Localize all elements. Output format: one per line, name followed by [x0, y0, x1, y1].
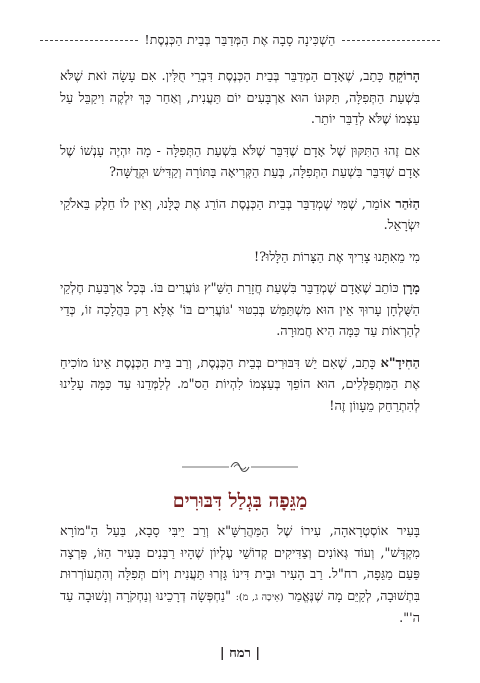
paragraph — [60, 278, 420, 343]
header-dash-right — [342, 40, 440, 41]
lead-word: הַזֹּהַר — [395, 196, 420, 212]
paragraph-text: כָּתַב, שֶׁאָדָם הַמְדַבֵּר בְּבֵית הַכְּנֶסֶת דִּבְרֵי חֻלִּין. אִם עָשָׂה זֹאת שֶׁלֹּא בִּשְׁעַת הַתְּפִלָּה, תִּקּוּנוֹ הוּא אַרְבָּעִים יוֹם תַּעֲנִית, וְאַחַר כָּךְ יִלְקֶה וִיקַבֵּל עַל עַצְמוֹ שֶׁלֹּא לְדַבֵּר יוֹתֵר. — [60, 69, 420, 127]
running-header — [40, 30, 440, 50]
paragraph-text: מִי מֵאִתָּנוּ צָרִיךְ אֶת הַצָּרוֹת הַלָּלוּ?! — [254, 249, 420, 265]
paragraph-text: אִם זֶהוּ הַתִּקּוּן שֶׁל אָדָם שֶׁדִּבֵּר שֶׁלֹּא בִּשְׁעַת הַתְּפִלָּה - מָה יִהְיֶה עָנְשׁוֹ שֶׁל אָדָם שֶׁדִּבֵּר בִּשְׁעַת הַתְּפִלָּה, בְּעֵת הַקְּרִיאָה בַּתּוֹרָה וְקַדִּישׁ וּקְדֻשָּׁה? — [60, 143, 420, 180]
lead-word: הָרוֹקֵחַ — [388, 69, 420, 84]
paragraph — [60, 66, 420, 131]
paragraph — [60, 194, 420, 237]
lead-word: מָרָן — [402, 281, 420, 296]
paragraph-text: אוֹמֵר, שֶׁמִּי שֶׁמְדַבֵּר בְּבֵית הַכְּנֶסֶת הוֹרֵג אֶת כֻּלָּנוּ, וְאֵין לוֹ חֵלֶק בֵּאלֹקֵי יִשְׂרָאֵל. — [60, 196, 420, 233]
section-text — [60, 521, 420, 630]
ornament-divider — [182, 460, 298, 474]
paragraph-text: בָּעִיר אוֹסְטְרָאהָה, עִירוֹ שֶׁל הַמַּהֲרַשָּׁ"א וְרַב יֵיבִּי סָבָא, בַּעַל הַ"מוֹרָא מִקְדָּשׁ", וְעוֹד גְּאוֹנִים וְצַדִּיקִים קְדוֹשֵׁי עֶלְיוֹן שֶׁהָיוּ רַבָּנִים בָּעִיר הַזּוֹ, פָּרְצָה פַּעַם מַגֵּפָה, רח"ל. רַב הָעִיר וּבֵית דִּינוֹ גָּזְרוּ תַּעֲנִית וְיוֹם תְּפִלָּה וְהִתְעוֹרְרוּת בִּתְשׁוּבָה, לְקַיֵּם מָה שֶׁנֶּאֱמַר — [60, 524, 420, 604]
page-number: | רמח | — [219, 646, 261, 661]
paragraph — [60, 141, 420, 184]
body-text — [60, 66, 420, 427]
lead-word: הַחִידָ"א — [380, 355, 420, 371]
running-title: הַשְׁכִּינָה סָבָה אֶת הַמְּדַבֵּר בְּבֵית הַכְּנֶסֶת! — [144, 32, 336, 47]
paragraph-text: כּוֹתֵב שֶׁאָדָם שֶׁמְדַבֵּר בִּשְׁעַת חֲזָרַת הַשַּׁ"ץ גּוֹעֲרִים בּוֹ. בְּכָל אַרְבַּעַת חֶלְקֵי הַשֻּׁלְחָן עָרוּךְ אֵין הוּא מִשְׁתַּמֵּשׁ בְּבִטּוּי 'גּוֹעֲרִים בּוֹ' אֶלָּא רַק בַּהֲלָכָה זוֹ, כְּדֵי לְהַרְאוֹת עַד כַּמָּה הִיא חֲמוּרָה. — [60, 281, 420, 339]
quote-text: "נַחְפְּשָׂה דְרָכֵינוּ וְנַחְקֹרָה וְנָשׁוּבָה עַד ה'". — [60, 588, 420, 626]
source-citation: (אֵיכָה ג, מ): — [235, 591, 284, 603]
header-dash-left — [40, 40, 138, 41]
paragraph — [60, 353, 420, 418]
paragraph-text: כָּתַב, שֶׁאִם יֵשׁ דִּבּוּרִים בְּבֵית הַכְּנֶסֶת, וְרַב בֵּית הַכְּנֶסֶת אֵינוֹ מוֹכִיחַ אֶת הַמִּתְפַּלְּלִים, הוּא הוֹפֵךְ בְּעַצְמוֹ לִהְיוֹת הַס"מ. לְלַמְּדֵנוּ עַד כַּמָּה עָלֵינוּ לְהִתְרַחֵק מֵעָווֹן זֶה! — [60, 355, 420, 414]
paragraph — [60, 247, 420, 269]
paragraph — [60, 521, 420, 630]
section-title: מַגֵּפָה בִּגְלַל דִּבּוּרִים — [172, 490, 308, 512]
